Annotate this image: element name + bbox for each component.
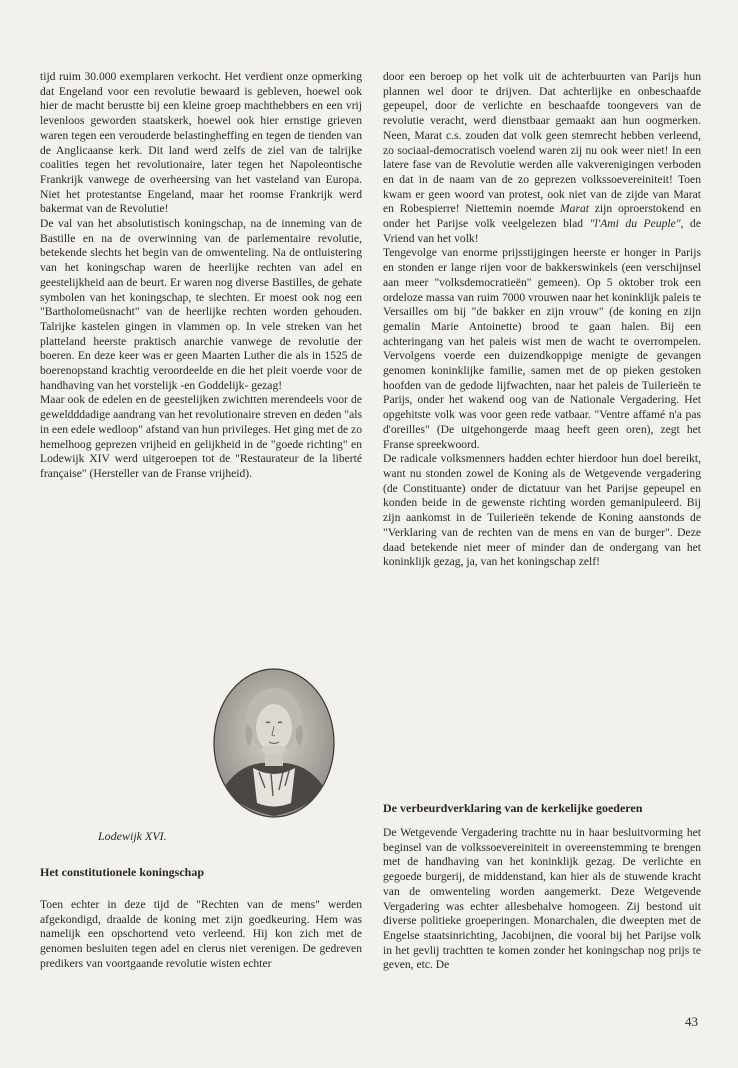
paragraph: tijd ruim 30.000 exemplaren verkocht. Het verdient onze opmerking dat Engeland voor een revolutie bewaard is gebleven, hoewel ook hier de macht berustte bij een kleine groep machthebbers en een vrij levenloos geworden staatskerk, hoewel ook hier ernstige grieven waren tegen een verouderde belastingheffing en tegen de tienden van de Anglicaanse kerk. Dit land werd zelfs de ziel van de talrijke coalities tegen het revolutionaire, later tegen het Napoleontische Frankrijk vanwege de overheersing van het vasteland van Europa. Niet het protestantse Engeland, maar het roomse Frankrijk werd bakermat van de Revolutie!	[40, 70, 362, 216]
text-run: , de Vriend van het volk!	[383, 217, 701, 245]
portrait-louis-xvi-image	[213, 668, 335, 818]
page-number: 43	[685, 1014, 698, 1029]
section-heading-constitutional: Het constitutionele koningschap	[40, 865, 205, 879]
right-column-top	[383, 70, 701, 570]
emphasis-paper-title: "l'Ami du Peuple"	[589, 217, 681, 231]
paragraph	[383, 70, 701, 246]
right-column-bottom	[383, 826, 701, 973]
paragraph: De radicale volksmenners hadden echter hierdoor hun doel bereikt, want nu stonden zowel de Koning als de Wetgevende vergadering (de Constituante) onder de dictatuur van het Parijse gepeupel en konden beide in de gewenste richting worden gemanipuleerd. Bij zijn aankomst in de Tuilerieën tekende de Koning aanstonds de "Verklaring van de rechten van de mens en van de burger". Deze daad betekende niet meer of minder dan de ondergang van het koninklijk gezag, ja, van het koningschap zelf!	[383, 452, 701, 569]
section-heading-church-goods: De verbeurdverklaring van de kerkelijke goederen	[383, 801, 643, 815]
left-column-top	[40, 70, 362, 482]
text-run: door een beroep op het volk uit de achterbuurten van Parijs hun plannen wel door te drijven. Dat achterlijke en onbeschaafde gepeupel, door de verlichte en beschaafde toongevers van de revolutie veracht, werd dienstbaar gemaakt aan hun oogmerken. Neen, Marat c.s. zouden dat volk geen stemrecht hebben verleend, zo sociaal-democratisch voelend waren zij nu ook weer niet! In een latere fase van de Revolutie werden alle vakverenigingen verboden en dat in de naam van de zo geprezen volkssoevereiniteit! Toen kwam er geen woord van protest, ook niet van de zijde van Marat en Robespierre! Niettemin noemde	[383, 70, 701, 216]
paragraph: Tengevolge van enorme prijsstijgingen heerste er honger in Parijs en stonden er lange rijen voor de bakkerswinkels (een verschijnsel aan meer "volksdemocratieën" gemeen). Op 5 oktober trok een ordeloze massa van ruim 7000 vrouwen naar het koninklijk paleis te Versailles om bij "de bakker en zijn vrouw" (de koning en zijn gemalin Marie Antoinette) brood te gaan halen. Bij een achteringang van het paleis wist men de wacht te overrompelen. Vervolgens voerde een duizendkoppige menigte de gevangen genomen koninklijke familie, samen met de op pieken gestoken hoofden van de gedode lijfwachten, naar het paleis de Tuilerieën te Parijs, onder het wakend oog van de Nationale Vergadering. Het opgehitste volk was voor geen rede vatbaar. "Ventre affamé n'a pas d'oreilles" (De uitgehongerde maag heeft geen oren), zegt het Franse spreekwoord.	[383, 246, 701, 451]
text-run: zijn oproerstokend en onder het Parijse volk veelgelezen blad	[383, 202, 701, 231]
left-column-bottom	[40, 898, 362, 972]
portrait-caption: Lodewijk XVI.	[98, 829, 167, 843]
paragraph: De Wetgevende Vergadering trachtte nu in haar besluitvorming het beginsel van de volkssoevereiniteit in overeenstemming te brengen met de handhaving van het koninklijk gezag. De verlichte en gegoede burgerij, de middenstand, kan hier als de stuwende kracht van de omwenteling worden aangemerkt. Deze Wetgevende Vergadering was echter allesbehalve homogeen. Zij bestond uit diverse politieke groeperingen. Monarchalen, die dweepten met de Engelse staatsinrichting, Jacobijnen, die vooral bij het Parijse volk in het gevlij trachtten te komen zonder het koningschap nog prijs te geven, etc. De	[383, 826, 701, 972]
emphasis-marat: Marat	[560, 202, 589, 216]
paragraph: Maar ook de edelen en de geestelijken zwichtten merendeels voor de geweldddadige aandrang van het revolutionaire streven en deden "als in een edele wedloop" afstand van hun privileges. Het ging met de zo hemelhoog geprezen vrijheid en gelijkheid in de "goede richting" en Lodewijk XIV werd uitgeroepen tot de "Restaurateur de la liberté française" (Hersteller van de Franse vrijheid).	[40, 393, 362, 480]
paragraph: Toen echter in deze tijd de "Rechten van de mens" werden afgekondigd, draalde de koning met zijn goedkeuring. Hem was namelijk een opschortend veto verleend. Hij kon zich met de genomen besluiten tegen adel en clerus niet verenigen. De gedreven predikers van voortgaande revolutie wisten echter	[40, 898, 362, 970]
paragraph: De val van het absolutistisch koningschap, na de inneming van de Bastille en na de overwinning van de parlementaire revolutie, betekende slechts het begin van de omwenteling. Na de ontluistering van het koningschap waren de heerlijke rechten van adel en geestelijkheid aan de beurt. Er waren nog diverse Bastilles, de gehate symbolen van het koningschap, te slechten. Er moest ook nog een "Bartholomeüsnacht" van de heerlijke rechten worden gehouden. Talrijke kastelen gingen in vlammen op. In vele streken van het platteland heerste praktisch anarchie vanwege de revolutie der boeren. En deze keer was er geen Maarten Luther die als in 1525 de boerenopstand krachtig veroordeelde en die het pleit voerde voor de handhaving van het vorstelijk -en Goddelijk- gezag!	[40, 217, 362, 392]
